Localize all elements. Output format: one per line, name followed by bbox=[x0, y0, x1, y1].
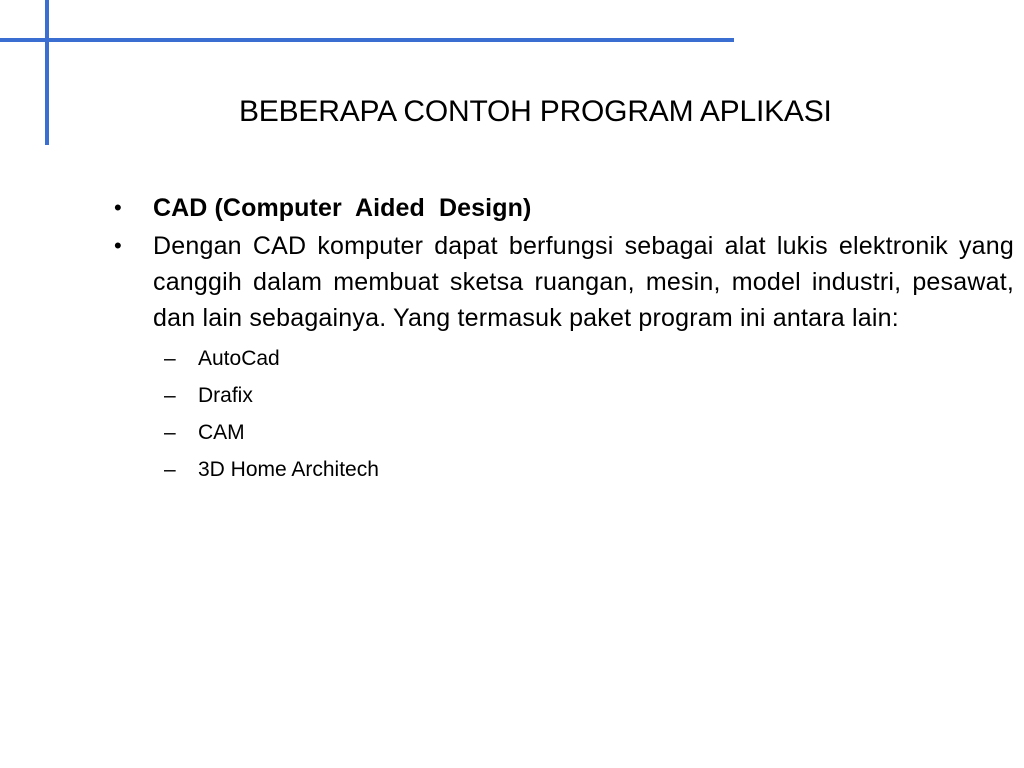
dash-marker: – bbox=[164, 458, 176, 481]
sub-item-text: 3D Home Architech bbox=[198, 458, 379, 481]
slide-title: BEBERAPA CONTOH PROGRAM APLIKASI bbox=[239, 95, 832, 128]
dash-marker: – bbox=[164, 347, 176, 370]
sub-item-drafix bbox=[112, 377, 1014, 414]
bullet-item-description bbox=[112, 228, 1014, 336]
horizontal-accent-line bbox=[0, 38, 734, 42]
bullet-item-cad bbox=[112, 190, 1014, 226]
sub-item-text: Drafix bbox=[198, 384, 253, 407]
bullet-marker: • bbox=[114, 233, 122, 258]
sub-list bbox=[112, 340, 1014, 488]
dash-marker: – bbox=[164, 421, 176, 444]
vertical-accent-line bbox=[45, 0, 49, 145]
bullet-marker: • bbox=[114, 195, 122, 220]
sub-item-3d-home-architech bbox=[112, 451, 1014, 488]
sub-item-text: CAM bbox=[198, 421, 245, 444]
bullet-text: Dengan CAD komputer dapat berfungsi sebagai alat lukis elektronik yang canggih dalam membuat sketsa ruangan, mesin, model industri, pesawat, dan lain sebagainya. Yang termasuk paket program ini antara lain: bbox=[153, 232, 1014, 332]
sub-item-text: AutoCad bbox=[198, 347, 280, 370]
content-body bbox=[112, 190, 1014, 488]
sub-item-autocad bbox=[112, 340, 1014, 377]
bullet-text: CAD (Computer Aided Design) bbox=[153, 194, 532, 222]
dash-marker: – bbox=[164, 384, 176, 407]
sub-item-cam bbox=[112, 414, 1014, 451]
